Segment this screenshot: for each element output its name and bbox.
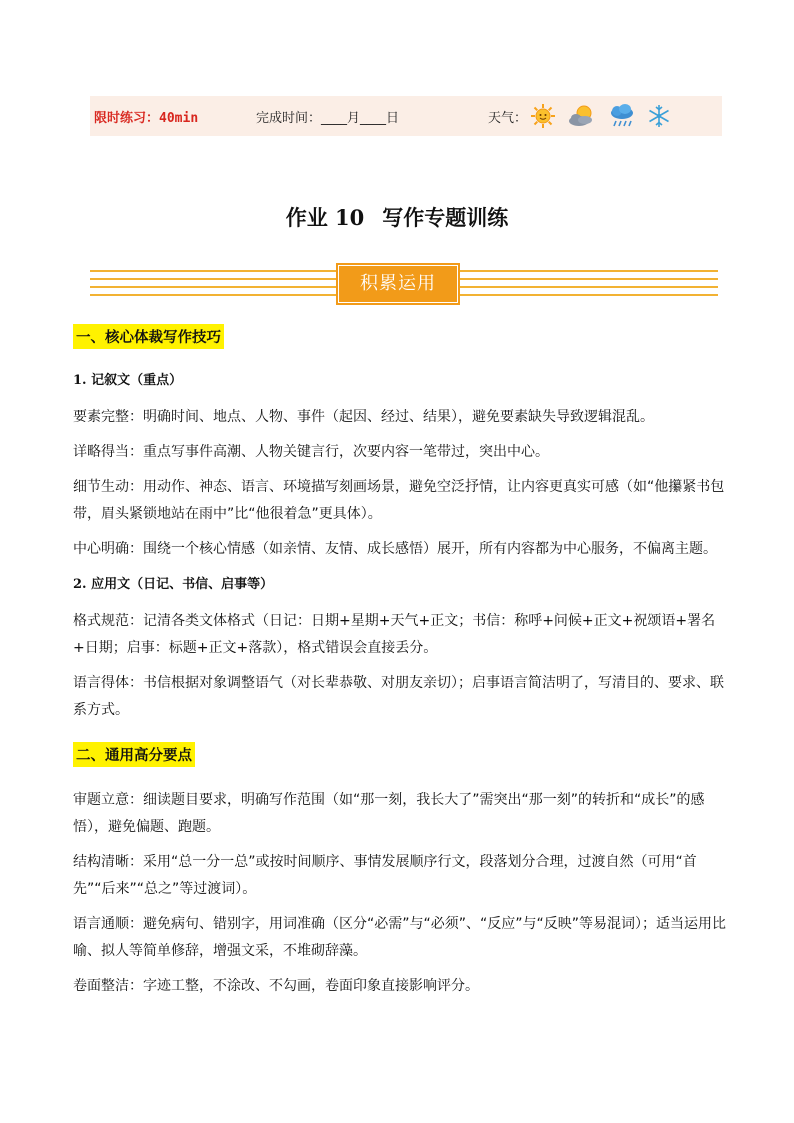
paragraph: 语言得体：书信根据对象调整语气（对长辈恭敬、对朋友亲切）；启事语言简洁明了，写清目的、要求、联系方式。 bbox=[73, 675, 724, 718]
paragraph: 格式规范：记清各类文体格式（日记：日期+星期+天气+正文；书信：称呼+问候+正文+祝颂语+署名+日期；启事：标题+正文+落款），格式错误会直接丢分。 bbox=[73, 613, 716, 656]
sun-icon[interactable] bbox=[530, 103, 556, 129]
paragraph: 语言通顺：避免病句、错别字，用词准确（区分“必需”与“必须”、“反应”与“反映”等易混词）；适当运用比喻、拟人等简单修辞，增强文采，不堆砌辞藻。 bbox=[73, 916, 727, 959]
section1-heading: 一、核心体裁写作技巧 bbox=[73, 324, 224, 349]
section-banner: 积累运用 bbox=[338, 265, 458, 303]
weather-label: 天气： bbox=[488, 110, 528, 126]
time-limit-value: 40min bbox=[159, 110, 199, 126]
paragraph: 中心明确：围绕一个核心情感（如亲情、友情、成长感悟）展开，所有内容都为中心服务，不偏离主题。 bbox=[73, 541, 717, 557]
section2-heading: 二、通用高分要点 bbox=[73, 742, 195, 767]
section1-sub2: 2. 应用文（日记、书信、启事等） bbox=[73, 577, 274, 592]
main-content bbox=[73, 324, 733, 1008]
paragraph: 审题立意：细读题目要求，明确写作范围（如“那一刻，我长大了”需突出“那一刻”的转折和“成长”的感悟），避免偏题、跑题。 bbox=[73, 792, 705, 835]
page-title bbox=[0, 202, 794, 232]
partly-cloudy-icon[interactable] bbox=[567, 103, 597, 129]
header-bar bbox=[90, 96, 722, 136]
paragraph: 细节生动：用动作、神态、语言、环境描写刻画场景，避免空泛抒情，让内容更真实可感（如“他攥紧书包带，眉头紧锁地站在雨中”比“他很着急”更具体）。 bbox=[73, 479, 725, 522]
paragraph: 详略得当：重点写事件高潮、人物关键言行，次要内容一笔带过，突出中心。 bbox=[73, 444, 549, 460]
completion-time: 完成时间：____月____日 bbox=[256, 110, 400, 126]
weather-icons bbox=[530, 103, 671, 129]
title-text: 写作专题训练 bbox=[382, 205, 509, 230]
time-limit-label: 限时练习： bbox=[94, 110, 160, 126]
title-number: 作业 10 bbox=[285, 205, 365, 230]
section1-sub1: 1. 记叙文（重点） bbox=[73, 373, 183, 388]
time-limit bbox=[94, 107, 256, 126]
paragraph: 要素完整：明确时间、地点、人物、事件（起因、经过、结果），避免要素缺失导致逻辑混乱。 bbox=[73, 409, 654, 425]
rain-icon[interactable] bbox=[608, 103, 636, 129]
snowflake-icon[interactable] bbox=[647, 104, 671, 128]
paragraph: 结构清晰：采用“总一分一总”或按时间顺序、事情发展顺序行文，段落划分合理，过渡自然（可用“首先”“后来”“总之”等过渡词）。 bbox=[73, 854, 697, 897]
paragraph: 卷面整洁：字迹工整，不涂改、不勾画，卷面印象直接影响评分。 bbox=[73, 978, 479, 994]
